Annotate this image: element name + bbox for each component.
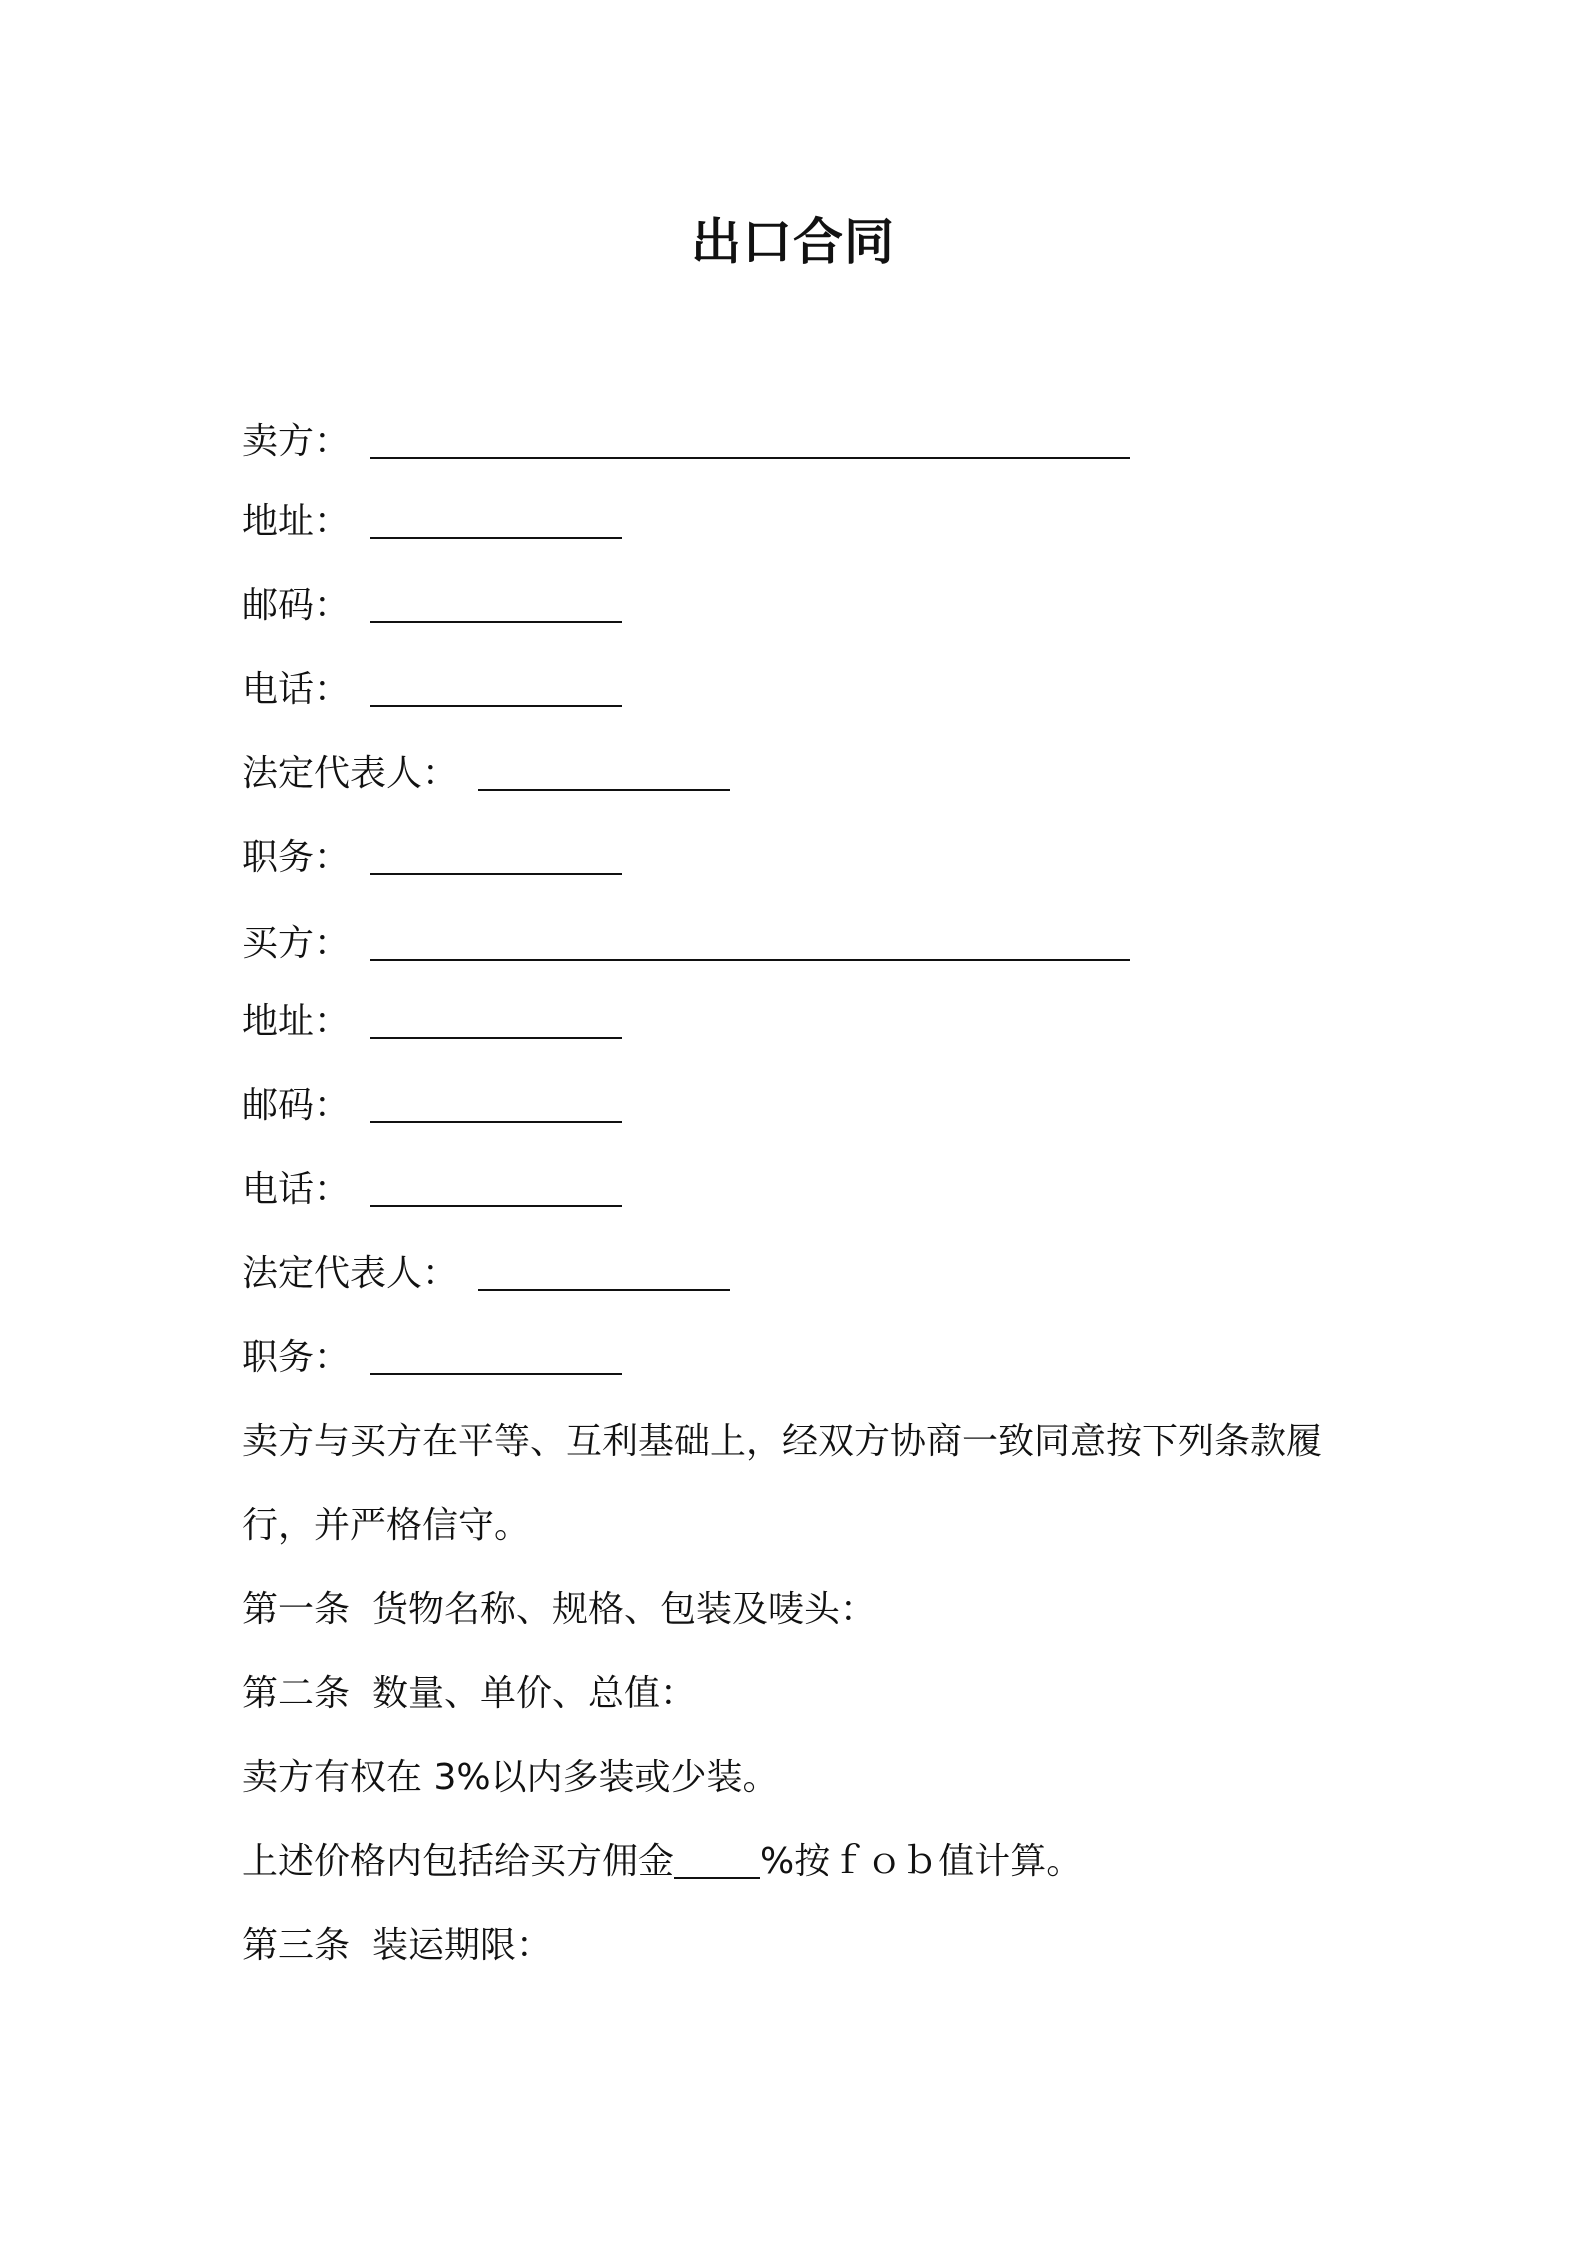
- buyer-phone-blank[interactable]: [370, 1175, 622, 1207]
- buyer-address-row: [242, 1000, 622, 1044]
- buyer-position-row: [242, 1336, 622, 1380]
- seller-name-row: [242, 420, 1130, 464]
- buyer-legal-rep-blank[interactable]: [478, 1259, 730, 1291]
- buyer-position-blank[interactable]: [370, 1343, 622, 1375]
- seller-address-blank[interactable]: [370, 507, 622, 539]
- seller-legal-rep-blank[interactable]: [478, 759, 730, 791]
- buyer-legal-rep-label: 法定代表人：: [242, 1253, 459, 1294]
- buyer-name-row: [242, 922, 1130, 966]
- buyer-address-blank[interactable]: [370, 1007, 622, 1039]
- buyer-position-label: 职务：: [242, 1337, 351, 1378]
- seller-name-blank[interactable]: [370, 427, 1130, 459]
- article-3-text: 装运期限：: [372, 1925, 553, 1966]
- seller-address-row: [242, 500, 622, 544]
- article-1: [242, 1588, 876, 1632]
- buyer-legal-rep-row: [242, 1252, 730, 1296]
- seller-position-blank[interactable]: [370, 843, 622, 875]
- buyer-address-label: 地址：: [242, 1001, 351, 1042]
- seller-phone-blank[interactable]: [370, 675, 622, 707]
- article-1-text: 货物名称、规格、包装及唛头：: [372, 1589, 877, 1630]
- commission-clause: [242, 1840, 1082, 1884]
- buyer-phone-row: [242, 1168, 622, 1212]
- document-title: 出口合同: [691, 213, 895, 271]
- article-2: [242, 1672, 696, 1716]
- article-3: [242, 1924, 552, 1968]
- buyer-name-blank[interactable]: [370, 929, 1130, 961]
- seller-postcode-row: [242, 584, 622, 628]
- commission-percent-blank[interactable]: [674, 1847, 760, 1879]
- commission-prefix: 上述价格内包括给买方佣金: [242, 1841, 675, 1882]
- seller-address-label: 地址：: [242, 501, 351, 542]
- article-2-text: 数量、单价、总值：: [372, 1673, 697, 1714]
- article-1-number: 第一条: [242, 1589, 351, 1630]
- buyer-postcode-blank[interactable]: [370, 1091, 622, 1123]
- seller-legal-rep-label: 法定代表人：: [242, 753, 459, 794]
- article-3-number: 第三条: [242, 1925, 351, 1966]
- seller-phone-row: [242, 668, 622, 712]
- seller-postcode-label: 邮码：: [242, 585, 351, 626]
- seller-postcode-blank[interactable]: [370, 591, 622, 623]
- seller-name-label: 卖方：: [242, 421, 351, 462]
- article-2-number: 第二条: [242, 1673, 351, 1714]
- seller-phone-label: 电话：: [242, 669, 351, 710]
- seller-position-row: [242, 836, 622, 880]
- buyer-postcode-label: 邮码：: [242, 1085, 351, 1126]
- seller-legal-rep-row: [242, 752, 730, 796]
- commission-suffix: %按ｆｏｂ值计算。: [760, 1841, 1083, 1882]
- intro-paragraph-line-1: 卖方与买方在平等、互利基础上，经双方协商一致同意按下列条款履: [242, 1421, 1323, 1462]
- buyer-phone-label: 电话：: [242, 1169, 351, 1210]
- intro-paragraph-line-2: 行，并严格信守。: [242, 1505, 531, 1546]
- tolerance-clause: 卖方有权在 3%以内多装或少装。: [242, 1757, 779, 1798]
- buyer-postcode-row: [242, 1084, 622, 1128]
- buyer-name-label: 买方：: [242, 923, 351, 964]
- seller-position-label: 职务：: [242, 837, 351, 878]
